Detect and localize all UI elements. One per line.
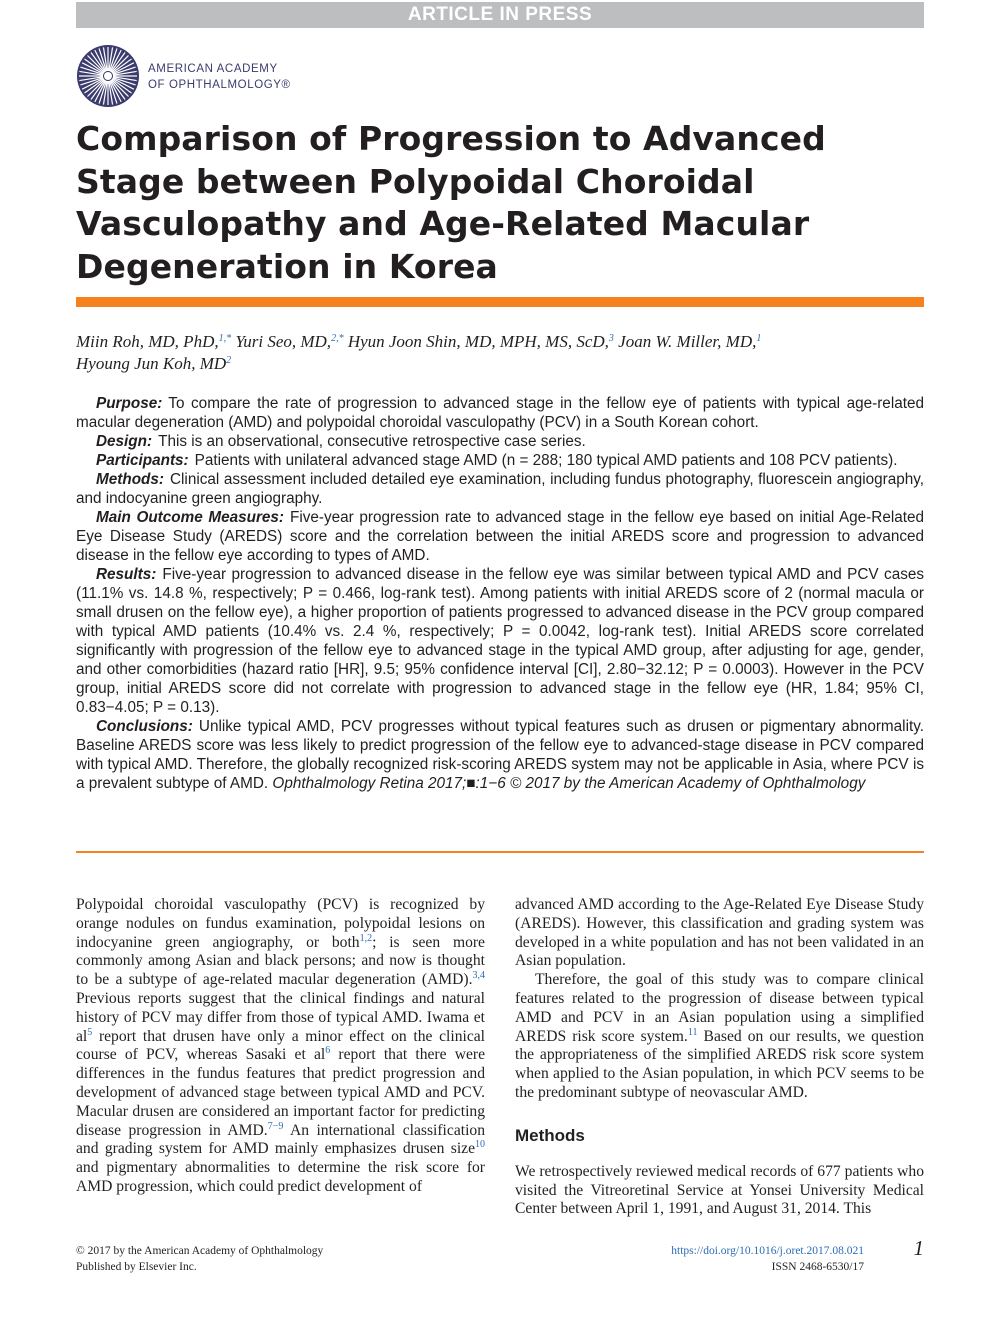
article-title — [76, 118, 936, 288]
abstract-results-text: Five-year progression to advanced disease in the fellow eye was similar between typical AMD and PCV cases (11.1% vs. 14.8 %, respectively; P = 0.466, log-rank test). Among patients with initial AREDS score of 2 (normal macula or small drusen on the fellow eye), a higher proportion of patients progressed to advanced disease in the PCV group compared with typical AMD patients (10.4% vs. 2.4 %, respectively; P = 0.0042, log-rank test). Initial AREDS score correlated significantly with progression of the fellow eye to advanced stage in the typical AMD group, after adjusting for age, gender, and other comorbidities (hazard ratio [HR], 9.5; 95% confidence interval [CI], 2.80−32.12; P = 0.0003). However in the PCV group, initial AREDS score did not correlate with progression to advanced stage in the fellow eye (HR, 1.84; 95% CI, 0.83−4.05; P = 0.13). — [76, 566, 924, 716]
abstract-design — [76, 432, 924, 451]
abstract-conclusions-text: Unlike typical AMD, PCV progresses without typical features such as drusen or pigmentary abnormality. Baseline AREDS score was less likely to predict progression of the fellow eye to advanced-stage disease in PCV compared with typical AMD. Therefore, the globally recognized risk-scoring AREDS system may not be applicable in Asia, where PCV is a prevalent subtype of AMD. — [76, 718, 924, 792]
goal-text-1: Therefore, the goal of this study was to compare clinical features related to the progression of disease between typical AMD and PCV in an Asian population using a simplified AREDS risk score system. — [515, 971, 924, 1045]
abstract-citation: Ophthalmology Retina 2017;■:1−6 © 2017 by the American Academy of Ophthalmology — [272, 775, 866, 792]
logo-line-2: OF OPHTHALMOLOGY® — [148, 79, 291, 91]
author-shin-affiliation[interactable]: 3 — [608, 333, 614, 344]
page-number: 1 — [913, 1236, 924, 1260]
aao-logo-icon — [76, 44, 140, 108]
author-miller: Joan W. Miller, MD, — [618, 332, 757, 351]
abstract-design-text: This is an observational, consecutive retrospective case series. — [158, 433, 586, 450]
goal-text-2: Based on our results, we question the appropriateness of the simplified AREDS risk score system when applied to the Asian population, in which PCV seems to be the predominant subtype of neovascular AMD. — [515, 1027, 925, 1101]
author-line-1 — [76, 331, 936, 353]
footer-left — [76, 1243, 323, 1275]
aao-logo-text — [148, 61, 291, 93]
title-line-1: Comparison of Progression to Advanced — [76, 119, 826, 158]
title-line-2: Stage between Polypoidal Choroidal — [76, 161, 755, 201]
logo-line-1: AMERICAN ACADEMY — [148, 63, 278, 75]
abstract-results — [76, 565, 924, 717]
methods-heading: Methods — [515, 1125, 585, 1145]
abstract-measures-text: Five-year progression rate to advanced stage in the fellow eye based on initial Age-Related Eye Disease Study (AREDS) score and the correlation between the initial AREDS score and progression to advanced disease in the fellow eye according to types of AMD. — [76, 509, 925, 564]
abstract-methods-text: Clinical assessment included detailed eye examination, including fundus photography, fluorescein angiography, and indocyanine green angiography. — [76, 471, 924, 507]
intro-text-2: ; is seen more commonly among Asian and black persons; and now is thought to be a subtype of age-related macular degeneration (AMD). — [76, 933, 485, 989]
intro-text-3: Previous reports suggest that the clinical findings and natural history of PCV may differ from those of typical AMD. Iwama et al — [76, 989, 485, 1045]
footer-publisher: Published by Elsevier Inc. — [76, 1261, 197, 1273]
footer-issn: ISSN 2468-6530/17 — [771, 1261, 864, 1273]
abstract-conclusions-label: Conclusions: — [96, 718, 193, 735]
abstract-divider — [76, 851, 924, 853]
abstract-purpose — [76, 394, 924, 432]
doi-link[interactable]: https://doi.org/10.1016/j.oret.2017.08.021 — [671, 1245, 864, 1257]
abstract-purpose-text: To compare the rate of progression to advanced stage in the fellow eye of patients with typical age-related macular degeneration (AMD) and polypoidal choroidal vasculopathy (PCV) in a South Korean cohort. — [76, 395, 924, 431]
methods-paragraph: We retrospectively reviewed medical records of 677 patients who visited the Vitreoretinal Service at Yonsei University Medical Center between April 1, 1991, and August 31, 2014. This — [515, 1162, 924, 1218]
title-line-4: Degeneration in Korea — [76, 246, 498, 286]
abstract-methods — [76, 470, 924, 508]
study-goal-paragraph — [515, 971, 924, 1103]
body-column-right — [515, 896, 924, 1219]
abstract-measures — [76, 508, 924, 565]
author-koh: Hyoung Jun Koh, MD — [76, 354, 227, 373]
author-line-2 — [76, 353, 936, 375]
abstract-results-label: Results: — [96, 566, 157, 583]
author-koh-affiliation[interactable]: 2 — [226, 355, 232, 366]
author-list — [76, 331, 936, 375]
author-shin: Hyun Joon Shin, MD, MPH, MS, ScD, — [347, 332, 609, 351]
abstract-participants-label: Participants: — [96, 452, 189, 469]
footer-copyright: © 2017 by the American Academy of Ophthalmology — [76, 1245, 324, 1257]
author-roh: Miin Roh, MD, PhD, — [76, 332, 219, 351]
author-seo: Yuri Seo, MD, — [235, 332, 332, 351]
ref-11[interactable]: 11 — [687, 1026, 698, 1038]
author-seo-affiliation[interactable]: 2,* — [331, 333, 344, 344]
intro-continued: advanced AMD according to the Age-Related Eye Disease Study (AREDS). However, this classification and grading system was developed in a white population and has not been validated in an Asian population. — [515, 896, 924, 970]
abstract — [76, 394, 924, 793]
body-column-left — [76, 896, 485, 1197]
intro-text-7: and pigmentary abnormalities to determine the risk score for AMD progression, which could predict development of — [76, 1159, 485, 1195]
author-roh-affiliation[interactable]: 1,* — [218, 333, 232, 344]
abstract-participants-text: Patients with unilateral advanced stage AMD (n = 288; 180 typical AMD patients and 108 PCV patients). — [194, 452, 898, 469]
title-divider — [76, 297, 924, 307]
article-in-press-banner: ARTICLE IN PRESS — [76, 2, 924, 28]
ref-5[interactable]: 5 — [87, 1026, 93, 1038]
author-miller-affiliation[interactable]: 1 — [756, 333, 762, 344]
ref-3-4[interactable]: 3,4 — [472, 970, 485, 982]
abstract-measures-label: Main Outcome Measures: — [96, 509, 285, 526]
ref-6[interactable]: 6 — [325, 1045, 331, 1057]
ref-7-9[interactable]: 7−9 — [267, 1120, 284, 1132]
intro-text-6: An international classification and grading system for AMD mainly emphasizes drusen size — [76, 1121, 485, 1158]
intro-paragraph — [76, 896, 485, 1197]
abstract-participants — [76, 451, 924, 470]
ref-1-2[interactable]: 1,2 — [359, 932, 373, 944]
intro-text-4: report that drusen have only a minor effect on the clinical course of PCV, whereas Sasaki et al — [76, 1027, 485, 1064]
footer-right — [600, 1243, 864, 1275]
ref-10[interactable]: 10 — [475, 1139, 485, 1151]
intro-text-1: Polypoidal choroidal vasculopathy (PCV) is recognized by orange nodules on fundus examination, polypoidal lesions on indocyanine green angiography, or both — [76, 896, 485, 951]
abstract-design-label: Design: — [96, 433, 153, 450]
title-line-3: Vasculopathy and Age-Related Macular — [76, 204, 810, 243]
abstract-conclusions — [76, 717, 924, 793]
intro-text-5: report that there were differences in the fundus features that predict progression and development of advanced stage between typical AMD and PCV. Macular drusen are considered an important factor for predicting disease progression in AMD. — [76, 1046, 486, 1139]
abstract-purpose-label: Purpose: — [96, 395, 163, 412]
abstract-methods-label: Methods: — [96, 471, 164, 488]
